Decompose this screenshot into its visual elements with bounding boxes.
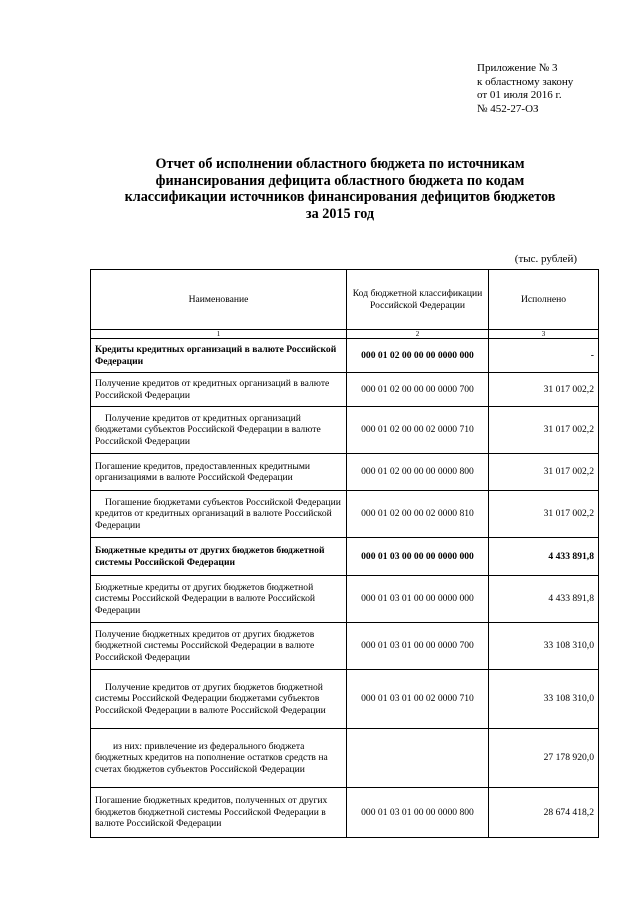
appendix-line: от 01 июля 2016 г.	[477, 89, 562, 101]
title-line: за 2015 год	[305, 205, 375, 222]
row-code: 000 01 02 00 00 00 0000 700	[347, 373, 489, 407]
table-row	[91, 538, 599, 576]
row-code	[347, 729, 489, 788]
appendix-line: к областному закону	[477, 75, 574, 88]
column-number-row	[91, 330, 599, 339]
row-value: 33 108 310,0	[489, 623, 599, 670]
title-line: классификации источников финансирования дефицитов бюджетов	[124, 189, 556, 205]
row-name: Погашение бюджетами субъектов Российской Федерации кредитов от кредитных организаций в валюте Российской Федерации	[91, 491, 347, 538]
report-table	[90, 269, 599, 838]
header-name: Наименование	[91, 270, 347, 330]
column-number: 2	[347, 330, 489, 339]
row-value: 33 108 310,0	[489, 670, 599, 729]
appendix-line: Приложение № 3	[477, 62, 558, 74]
row-value: -	[489, 339, 599, 373]
table-row	[91, 407, 599, 454]
row-name: Бюджетные кредиты от других бюджетов бюджетной системы Российской Федерации	[91, 538, 347, 576]
row-name: Получение кредитов от кредитных организаций в валюте Российской Федерации	[91, 373, 347, 407]
row-code: 000 01 02 00 00 02 0000 710	[347, 407, 489, 454]
table-row	[91, 788, 599, 838]
row-value: 31 017 002,2	[489, 373, 599, 407]
title-line: Отчет об исполнении областного бюджета по источникам	[155, 156, 525, 172]
row-name: Погашение бюджетных кредитов, полученных от других бюджетов бюджетной системы Российской Федерации в валюте Российской Федерации	[91, 788, 347, 838]
table-row	[91, 491, 599, 538]
table-row	[91, 454, 599, 491]
row-name: Погашение кредитов, предоставленных кредитными организациями в валюте Российской Федерации	[91, 454, 347, 491]
table-row	[91, 729, 599, 788]
row-code: 000 01 02 00 00 00 0000 800	[347, 454, 489, 491]
row-name: Получение бюджетных кредитов от других бюджетов бюджетной системы Российской Федерации в валюте Российской Федерации	[91, 623, 347, 670]
row-name: Получение кредитов от кредитных организаций бюджетами субъектов Российской Федерации в валюте Российской Федерации	[91, 407, 347, 454]
row-name: из них: привлечение из федерального бюджета бюджетных кредитов на пополнение остатков средств на счетах бюджетов субъектов Российской Федерации	[91, 729, 347, 788]
table-row	[91, 670, 599, 729]
row-code: 000 01 02 00 00 00 0000 000	[347, 339, 489, 373]
row-code: 000 01 03 01 00 00 0000 800	[347, 788, 489, 838]
row-name: Кредиты кредитных организаций в валюте Российской Федерации	[91, 339, 347, 373]
row-value: 31 017 002,2	[489, 407, 599, 454]
row-code: 000 01 02 00 00 02 0000 810	[347, 491, 489, 538]
appendix-note	[477, 62, 573, 116]
table-row	[91, 373, 599, 407]
header-row	[91, 270, 599, 330]
table-row	[91, 339, 599, 373]
row-value: 31 017 002,2	[489, 491, 599, 538]
header-executed: Исполнено	[489, 270, 599, 330]
row-value: 4 433 891,8	[489, 538, 599, 576]
row-code: 000 01 03 01 00 00 0000 700	[347, 623, 489, 670]
header-code: Код бюджетной классификации Российской Федерации	[347, 270, 489, 330]
row-code: 000 01 03 00 00 00 0000 000	[347, 538, 489, 576]
row-code: 000 01 03 01 00 00 0000 000	[347, 576, 489, 623]
report-title	[90, 156, 590, 222]
row-code: 000 01 03 01 00 02 0000 710	[347, 670, 489, 729]
appendix-line: № 452-27-ОЗ	[477, 102, 539, 115]
column-number: 1	[91, 330, 347, 339]
row-value: 28 674 418,2	[489, 788, 599, 838]
row-name: Бюджетные кредиты от других бюджетов бюджетной системы Российской Федерации в валюте Российской Федерации	[91, 576, 347, 623]
row-value: 4 433 891,8	[489, 576, 599, 623]
row-value: 31 017 002,2	[489, 454, 599, 491]
table-row	[91, 623, 599, 670]
units-label: (тыс. рублей)	[514, 253, 577, 265]
row-name: Получение кредитов от других бюджетов бюджетной системы Российской Федерации бюджетами субъектов Российской Федерации в валюте Российской Федерации	[91, 670, 347, 729]
table-row	[91, 576, 599, 623]
column-number: 3	[489, 330, 599, 339]
title-line: финансирования дефицита областного бюджета по кодам	[155, 172, 525, 189]
row-value: 27 178 920,0	[489, 729, 599, 788]
